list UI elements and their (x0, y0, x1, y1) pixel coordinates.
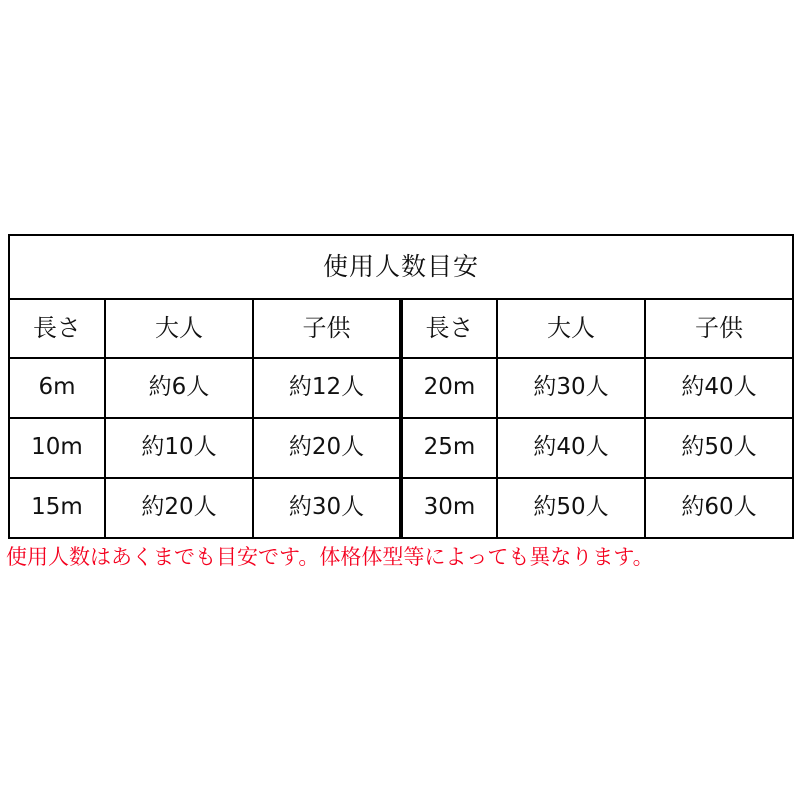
cell-child-left: 約30人 (253, 478, 401, 538)
cell-length-left: 6m (9, 358, 105, 418)
cell-length-right: 25m (401, 418, 497, 478)
header-adult-left: 大人 (105, 299, 253, 358)
cell-child-left: 約12人 (253, 358, 401, 418)
cell-adult-left: 約20人 (105, 478, 253, 538)
usage-table-container (8, 234, 792, 539)
cell-length-left: 10m (9, 418, 105, 478)
cell-length-right: 30m (401, 478, 497, 538)
header-length-left: 長さ (9, 299, 105, 358)
table-row (9, 358, 793, 418)
header-adult-right: 大人 (497, 299, 645, 358)
table-header-row (9, 299, 793, 358)
table-row (9, 418, 793, 478)
disclaimer-note: 使用人数はあくまでも目安です。体格体型等によっても異なります。 (6, 545, 654, 569)
cell-length-left: 15m (9, 478, 105, 538)
cell-child-right: 約50人 (645, 418, 793, 478)
cell-child-left: 約20人 (253, 418, 401, 478)
cell-child-right: 約40人 (645, 358, 793, 418)
cell-child-right: 約60人 (645, 478, 793, 538)
table-title: 使用人数目安 (9, 235, 793, 299)
cell-adult-right: 約30人 (497, 358, 645, 418)
cell-adult-right: 約40人 (497, 418, 645, 478)
header-length-right: 長さ (401, 299, 497, 358)
header-child-left: 子供 (253, 299, 401, 358)
cell-adult-left: 約10人 (105, 418, 253, 478)
cell-adult-right: 約50人 (497, 478, 645, 538)
table-title-row (9, 235, 793, 299)
cell-adult-left: 約6人 (105, 358, 253, 418)
table-row (9, 478, 793, 538)
cell-length-right: 20m (401, 358, 497, 418)
header-child-right: 子供 (645, 299, 793, 358)
usage-guide-table (8, 234, 794, 539)
